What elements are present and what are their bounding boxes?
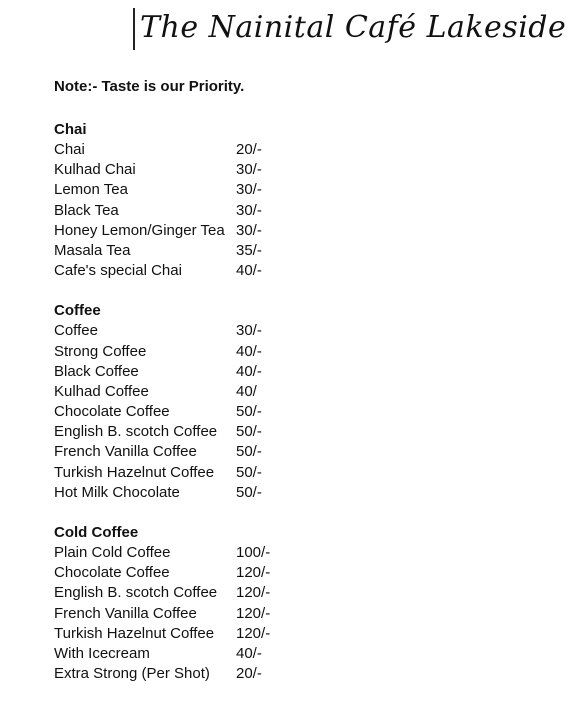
section-chai <box>54 120 354 281</box>
menu-item <box>54 563 354 583</box>
item-price: 20/- <box>236 665 262 683</box>
menu-item <box>54 241 354 261</box>
item-price: 100/- <box>236 544 271 561</box>
item-name: Black Tea <box>54 201 119 219</box>
menu-item <box>54 624 354 644</box>
section-coffee <box>54 301 354 503</box>
item-name: English B. scotch Coffee <box>54 423 218 441</box>
item-name: Masala Tea <box>54 241 131 259</box>
menu-item <box>54 160 354 180</box>
item-price: 40/- <box>236 262 262 280</box>
menu-item <box>54 402 354 422</box>
item-price: 120/- <box>236 584 271 602</box>
menu-item <box>54 342 354 362</box>
menu-item <box>54 362 354 382</box>
item-name: Chocolate Coffee <box>54 564 170 582</box>
item-name: Kulhad Coffee <box>54 382 149 400</box>
item-name: Cafe's special Chai <box>54 262 182 280</box>
item-name: Coffee <box>54 322 98 340</box>
item-name: Turkish Hazelnut Coffee <box>54 624 215 642</box>
item-price: 30/- <box>236 161 262 179</box>
item-price: 120/- <box>236 564 271 582</box>
item-name: Plain Cold Coffee <box>54 544 171 561</box>
item-price: 50/- <box>236 483 262 501</box>
section-title: Chai <box>54 121 87 138</box>
section-cold-coffee <box>54 523 354 684</box>
menu-item <box>54 604 354 624</box>
item-name: Honey Lemon/Ginger Tea <box>54 221 225 239</box>
item-name: Lemon Tea <box>54 181 128 199</box>
menu-item <box>54 321 354 341</box>
item-price: 120/- <box>236 624 271 642</box>
item-price: 30/- <box>236 221 262 239</box>
item-price: 40/- <box>236 644 262 662</box>
item-price: 50/- <box>236 443 262 461</box>
page-title: The Nainital Café Lakeside <box>140 10 567 45</box>
note-text: Note:- Taste is our Priority. <box>54 78 245 95</box>
menu-item <box>54 664 354 684</box>
menu-item <box>54 583 354 603</box>
item-price: 50/- <box>236 423 262 441</box>
menu-item <box>54 422 354 442</box>
item-name: French Vanilla Coffee <box>54 443 197 461</box>
item-price: 30/- <box>236 181 262 199</box>
item-name: Black Coffee <box>54 362 139 380</box>
menu-item <box>54 463 354 483</box>
item-price: 50/- <box>236 463 262 481</box>
menu-item <box>54 140 354 160</box>
item-price: 35/- <box>236 241 262 259</box>
item-name: Chocolate Coffee <box>54 403 170 421</box>
item-price: 40/ <box>236 382 257 400</box>
item-name: Strong Coffee <box>54 342 147 360</box>
menu-item <box>54 261 354 281</box>
menu-item <box>54 221 354 241</box>
menu-item <box>54 382 354 402</box>
item-price: 120/- <box>236 604 271 622</box>
menu-item <box>54 442 354 462</box>
item-price: 20/- <box>236 141 262 158</box>
text-cursor <box>133 8 135 50</box>
section-title: Cold Coffee <box>54 524 139 541</box>
menu-item <box>54 543 354 563</box>
menu-item <box>54 180 354 200</box>
item-name: Turkish Hazelnut Coffee <box>54 463 215 481</box>
item-name: French Vanilla Coffee <box>54 604 197 622</box>
item-price: 40/- <box>236 342 262 360</box>
item-name: Extra Strong (Per Shot) <box>54 665 210 683</box>
item-name: English B. scotch Coffee <box>54 584 218 602</box>
menu-item <box>54 644 354 664</box>
item-price: 30/- <box>236 201 262 219</box>
menu-item <box>54 483 354 503</box>
item-name: Chai <box>54 141 85 158</box>
item-price: 50/- <box>236 403 262 421</box>
item-price: 30/- <box>236 322 262 340</box>
menu-list <box>54 120 354 704</box>
item-price: 40/- <box>236 362 262 380</box>
item-name: Kulhad Chai <box>54 161 136 179</box>
item-name: Hot Milk Chocolate <box>54 483 180 501</box>
section-title: Coffee <box>54 302 101 320</box>
item-name: With Icecream <box>54 644 150 662</box>
menu-item <box>54 201 354 221</box>
